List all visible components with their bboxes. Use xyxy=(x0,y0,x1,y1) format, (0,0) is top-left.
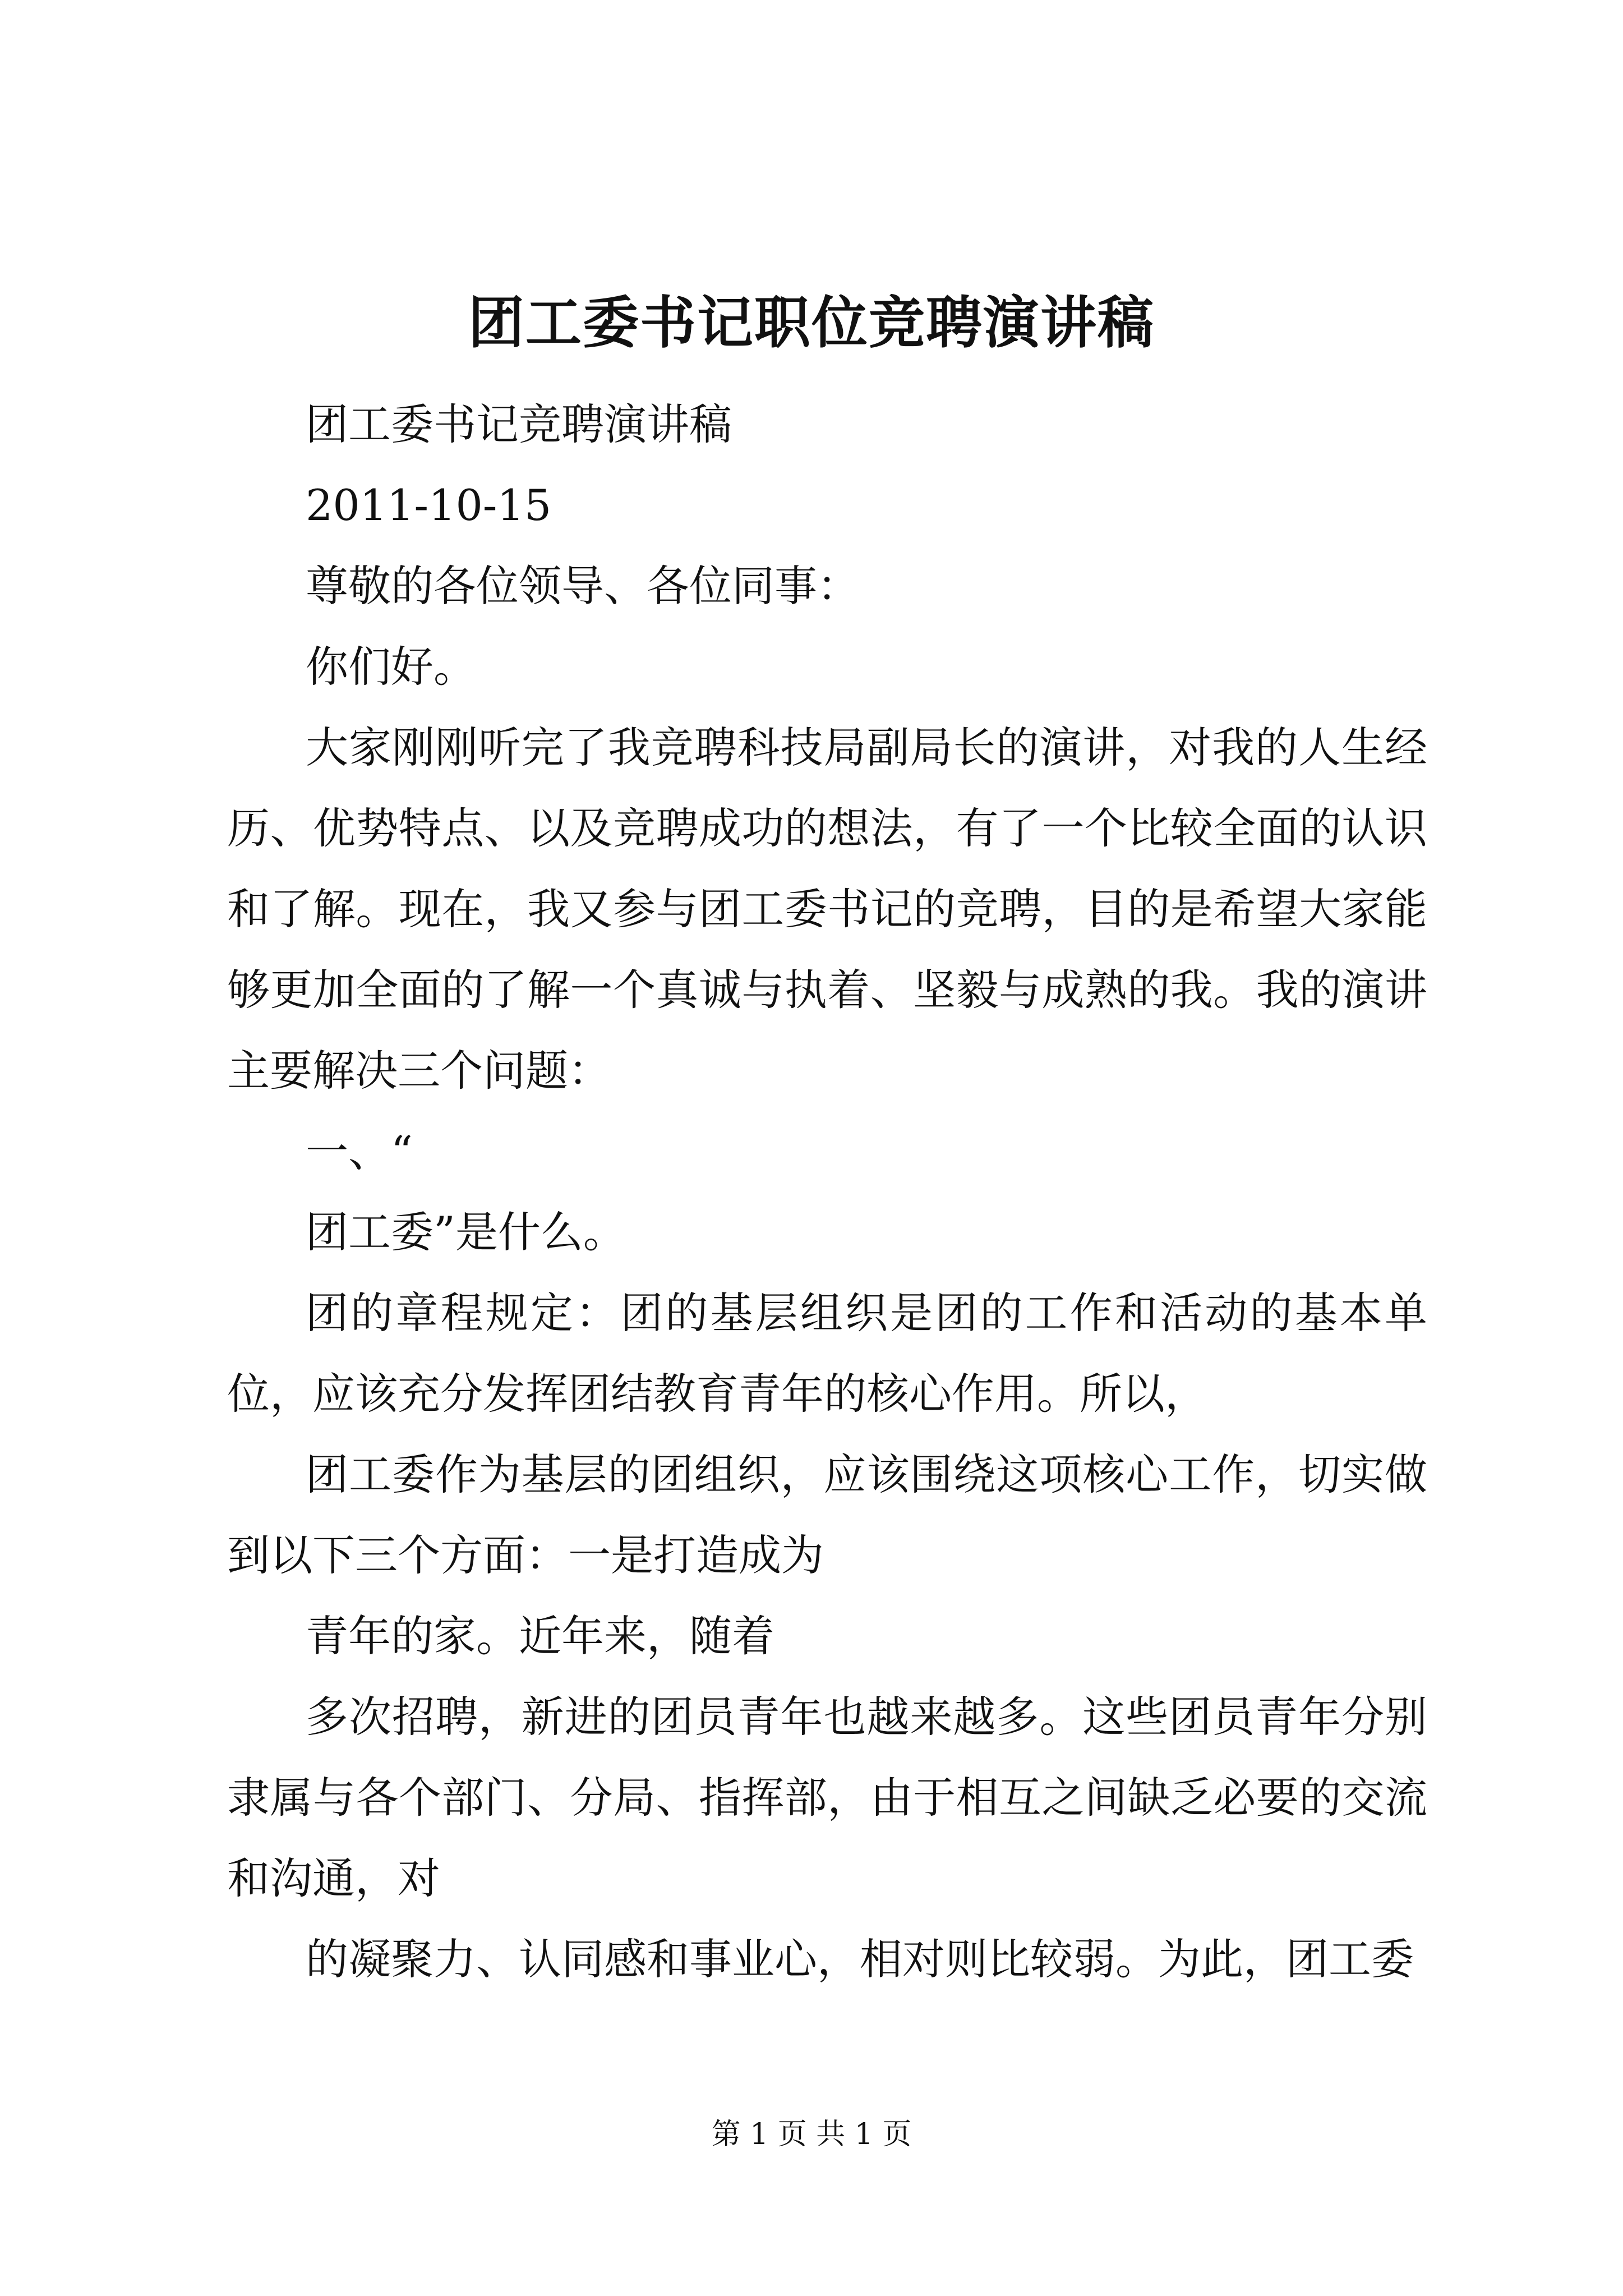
paragraph-greeting: 你们好。 xyxy=(306,642,476,692)
paragraph-cohesion: 的凝聚力、认同感和事业心，相对则比较弱。为此，团工委 xyxy=(306,1934,1414,1984)
page-footer: 第 1 页 共 1 页 xyxy=(711,2118,912,2151)
paragraph-intro: 大家刚刚听完了我竞聘科技局副局长的演讲，对我的人生经历、优势特点、以及竞聘成功的想法，有了一个比较全面的认识和了解。现在，我又参与团工委书记的竞聘，目的是希望大家能够更加全面的了解一个真诚与执着、坚毅与成熟的我。我的演讲主要解决三个问题： xyxy=(227,723,1427,1096)
paragraph-recruitment: 多次招聘，新进的团员青年也越来越多。这些团员青年分别隶属与各个部门、分局、指挥部，由于相互之间缺乏必要的交流和沟通，对 xyxy=(227,1692,1427,1903)
paragraph-date: 2011-10-15 xyxy=(306,480,552,530)
document-title: 团工委书记职位竞聘演讲稿 xyxy=(468,289,1155,356)
paragraph-section-one-title: 团工委”是什么。 xyxy=(306,1207,626,1257)
paragraph-section-one-heading: 一、“ xyxy=(306,1126,413,1176)
paragraph-youth-home: 青年的家。近年来，随着 xyxy=(306,1611,774,1661)
document-body xyxy=(227,384,1427,2000)
paragraph-charter: 团的章程规定：团的基层组织是团的工作和活动的基本单位，应该充分发挥团结教育青年的核心作用。所以， xyxy=(227,1288,1427,1419)
paragraph-salutation: 尊敬的各位领导、各位同事： xyxy=(306,561,860,611)
paragraph-three-aspects: 团工委作为基层的团组织，应该围绕这项核心工作，切实做到以下三个方面：一是打造成为 xyxy=(227,1450,1427,1580)
paragraph-subtitle: 团工委书记竞聘演讲稿 xyxy=(306,399,732,449)
